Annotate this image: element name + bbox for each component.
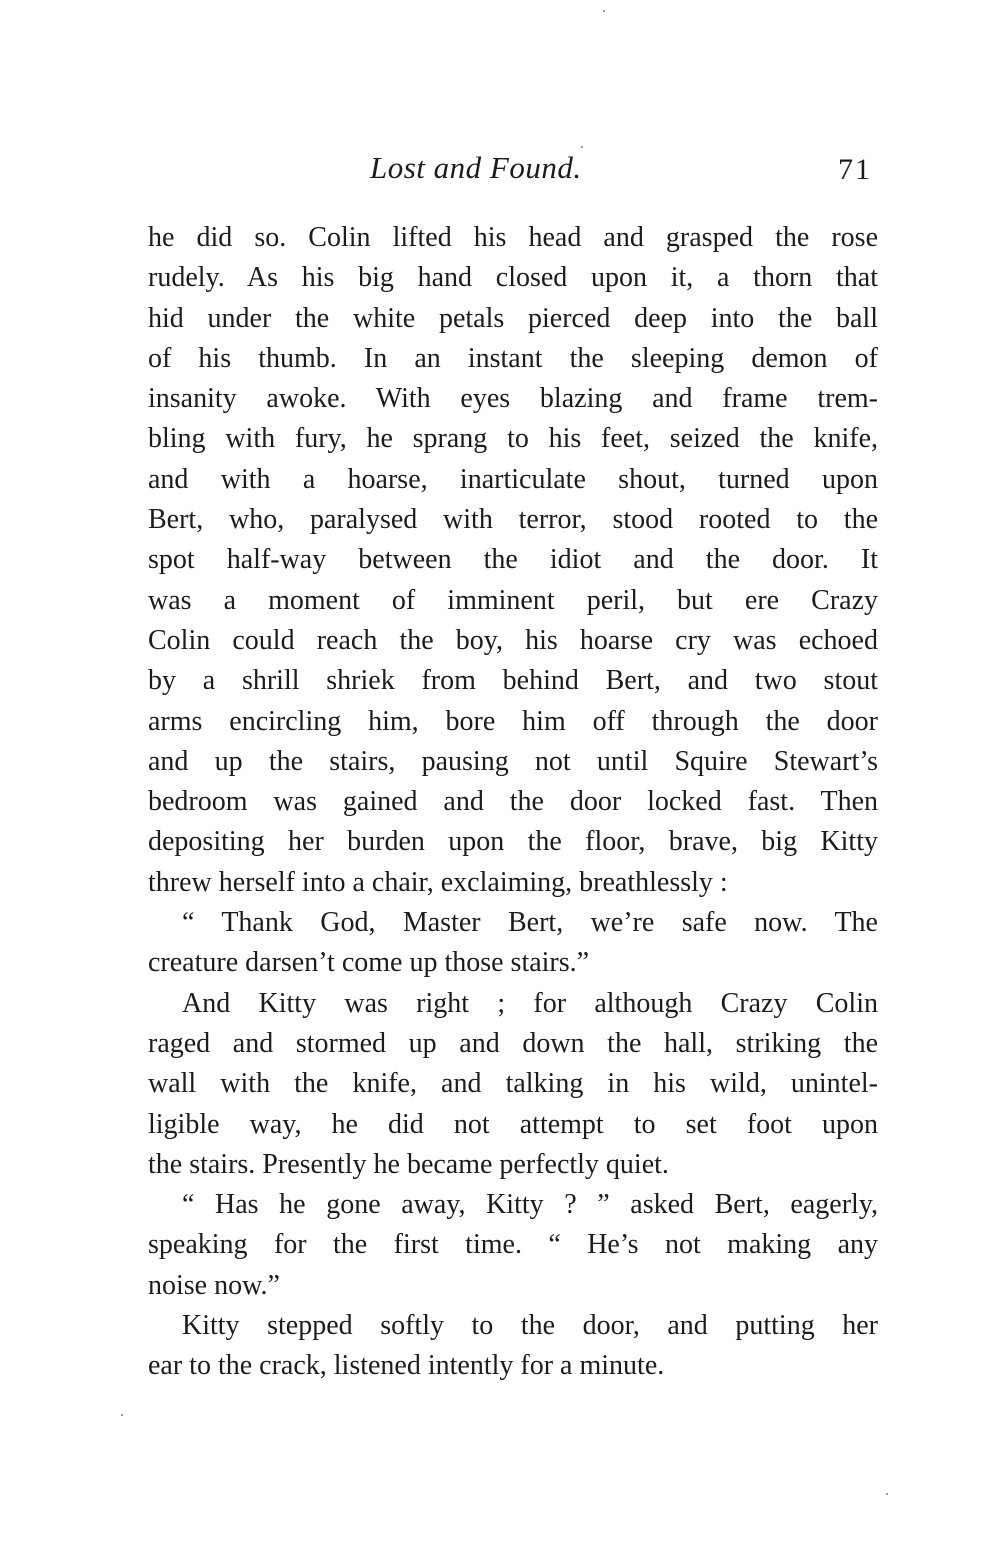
text-line: threw herself into a chair, exclaiming, breathlessly : bbox=[148, 866, 728, 898]
paper-speck bbox=[581, 146, 583, 148]
text-line: insanity awoke. With eyes blazing and frame trem- bbox=[148, 383, 878, 415]
text-line: rudely. As his big hand closed upon it, a thorn that bbox=[148, 262, 878, 294]
paragraph bbox=[148, 1306, 878, 1387]
text-line: speaking for the first time. “ He’s not making any bbox=[148, 1229, 878, 1261]
text-line: “ Has he gone away, Kitty ? ” asked Bert, eagerly, bbox=[182, 1189, 878, 1221]
paragraph bbox=[148, 984, 878, 1185]
text-line: hid under the white petals pierced deep into the ball bbox=[148, 302, 878, 334]
paragraph bbox=[148, 1185, 878, 1306]
text-line: arms encircling him, bore him off through the door bbox=[148, 705, 878, 737]
text-line: and with a hoarse, inarticulate shout, turned upon bbox=[148, 463, 878, 495]
text-line: noise now.” bbox=[148, 1269, 280, 1301]
paper-speck bbox=[603, 10, 605, 12]
text-line: depositing her burden upon the floor, brave, big Kitty bbox=[148, 826, 878, 858]
text-line: wall with the knife, and talking in his wild, unintel- bbox=[148, 1068, 878, 1100]
paragraph bbox=[148, 903, 878, 984]
paragraph bbox=[148, 218, 878, 903]
text-line: he did so. Colin lifted his head and grasped the rose bbox=[148, 222, 878, 253]
text-line: and up the stairs, pausing not until Squire Stewart’s bbox=[148, 745, 878, 777]
text-line: Bert, who, paralysed with terror, stood rooted to the bbox=[148, 504, 878, 536]
text-line: bedroom was gained and the door locked fast. Then bbox=[148, 786, 878, 818]
text-line: by a shrill shriek from behind Bert, and two stout bbox=[148, 665, 878, 697]
text-line: bling with fury, he sprang to his feet, seized the knife, bbox=[148, 423, 878, 455]
text-line: ear to the crack, listened intently for a minute. bbox=[148, 1350, 665, 1382]
text-line: the stairs. Presently he became perfectly quiet. bbox=[148, 1148, 669, 1180]
text-line: And Kitty was right ; for although Crazy Colin bbox=[182, 987, 878, 1019]
text-line: “ Thank God, Master Bert, we’re safe now. The bbox=[182, 907, 878, 939]
text-line: creature darsen’t come up those stairs.” bbox=[148, 947, 590, 979]
text-line: spot half-way between the idiot and the door. It bbox=[148, 544, 878, 576]
paper-speck bbox=[121, 1414, 123, 1416]
text-line: Kitty stepped softly to the door, and putting her bbox=[182, 1310, 878, 1342]
page-number: 71 bbox=[838, 153, 872, 186]
body-text bbox=[148, 218, 878, 1387]
text-line: raged and stormed up and down the hall, striking the bbox=[148, 1027, 878, 1059]
text-line: was a moment of imminent peril, but ere Crazy bbox=[148, 584, 878, 616]
paper-speck bbox=[886, 1493, 888, 1495]
text-line: Colin could reach the boy, his hoarse cry was echoed bbox=[148, 624, 878, 656]
text-line: ligible way, he did not attempt to set foot upon bbox=[148, 1108, 878, 1140]
text-line: of his thumb. In an instant the sleeping demon of bbox=[148, 342, 878, 374]
running-header-title: Lost and Found. bbox=[370, 150, 582, 185]
